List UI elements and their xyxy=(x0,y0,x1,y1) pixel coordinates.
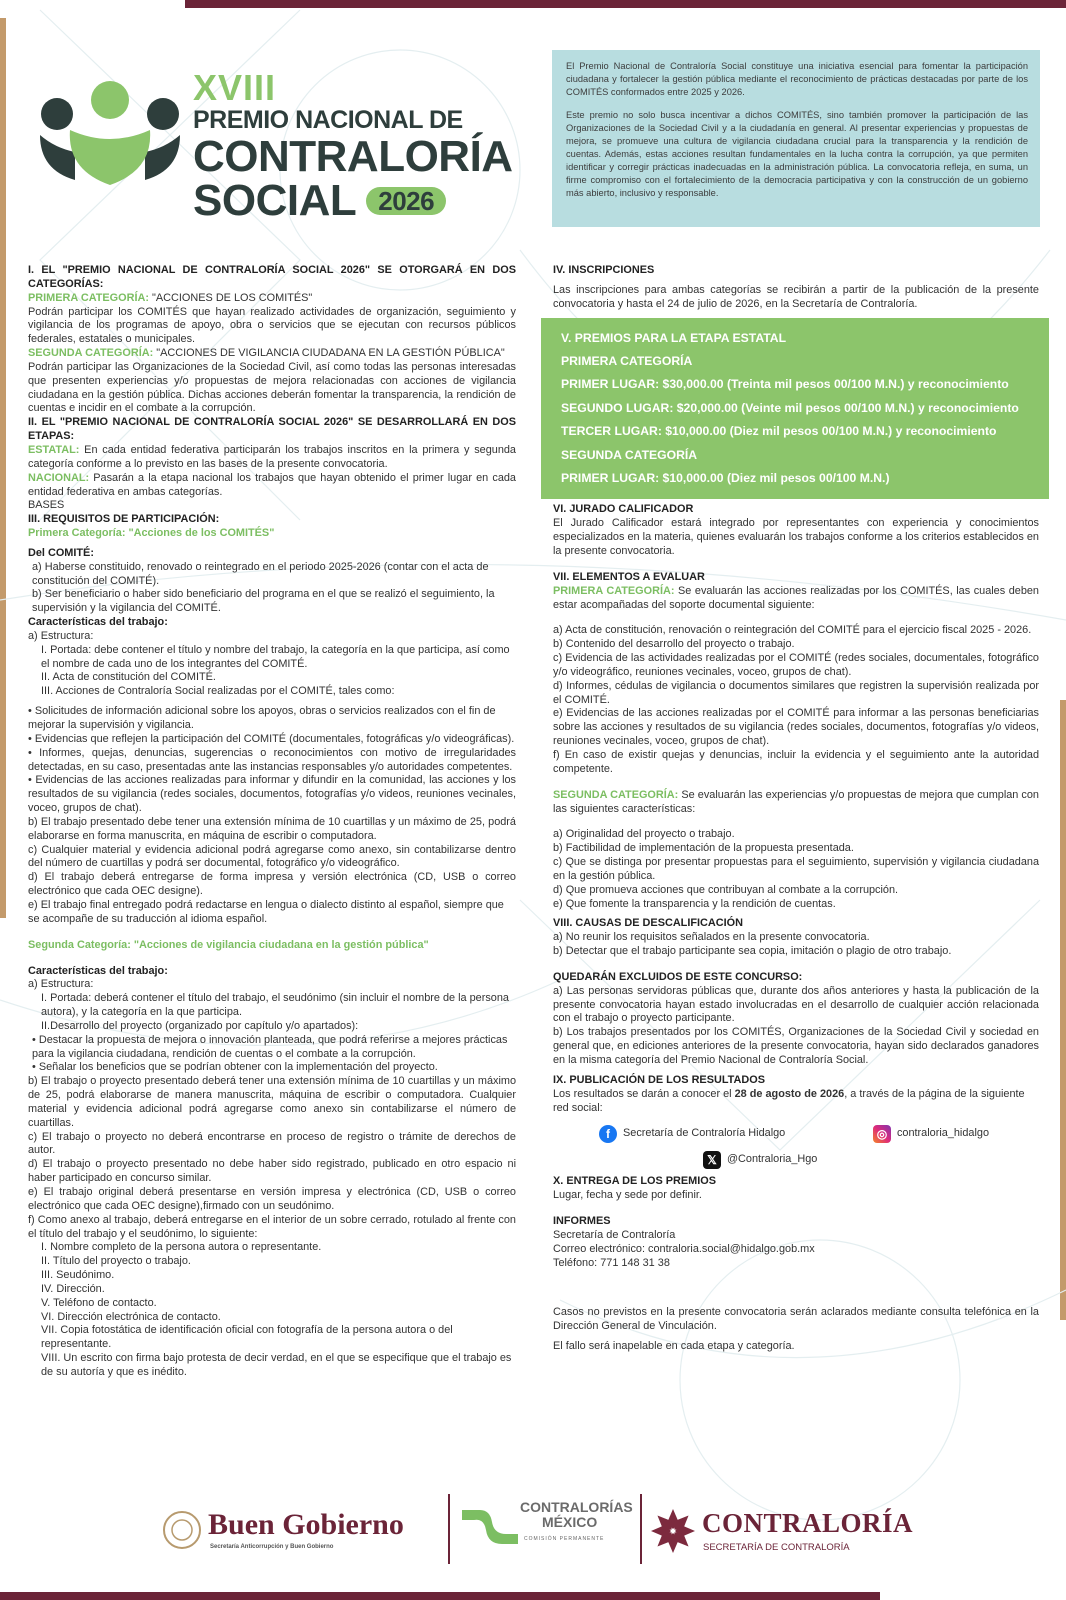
anexo-3: III. Seudónimo. xyxy=(41,1269,115,1282)
s1-cat1-label: PRIMERA CATEGORÍA: xyxy=(28,291,150,304)
prizes-title: V. PREMIOS PARA LA ETAPA ESTATAL xyxy=(561,330,787,345)
s2-estatal xyxy=(28,444,516,472)
prizes-box xyxy=(541,318,1049,500)
crit-d: d) Que promueva acciones que contribuyan al combate a la corrupción. xyxy=(553,883,899,896)
estructura2-i: I. Portada: deberá contener el título del trabajo, el seudónimo (sin incluir el nombre de la persona autora), y la categoría en la que participa. xyxy=(41,992,509,1019)
estructura1-iii: III. Acciones de Contraloría Social realizadas por el COMITÉ, tales como: xyxy=(41,685,395,698)
trabajo1-b: b) El trabajo presentado debe tener una extensión mínima de 10 cuartillas y un máximo de 25, podrá elaborarse en forma manuscrita, en máquina de escribir o computadora. xyxy=(28,815,516,842)
caract2-title: Características del trabajo: xyxy=(28,964,168,977)
s2-estatal-label: ESTATAL: xyxy=(28,443,80,456)
x-icon: 𝕏 xyxy=(703,1151,721,1169)
intro-box xyxy=(552,50,1040,227)
s1-cat2-name: "ACCIONES DE VIGILANCIA CIUDADANA EN LA GESTIÓN PÚBLICA" xyxy=(153,347,505,360)
crit-e: e) Que fomente la transparencia y la rendición de cuentas. xyxy=(553,897,836,910)
trabajo2-c: c) El trabajo o proyecto no deberá encontrarse en proceso de registro o trámite de derechos de autor. xyxy=(28,1130,516,1157)
contraloria-title: CONTRALORÍA xyxy=(702,1508,914,1538)
bullet-4: • Evidencias de las acciones realizadas para informar y difundir en la comunidad, las acciones y los resultados de su vigilancia (redes sociales, documentos, fotografías y/o videos, reuniones vecinales, voceo, grupos de chat). xyxy=(28,774,516,815)
estructura2-bullet-1: • Destacar la propuesta de mejora o innovación planteada, que podrá referirse a mejores prácticas para la vigilancia ciudadana, rendición de cuentas o el combate a la corrupción. xyxy=(32,1033,508,1060)
prize-cat2-first: PRIMER LUGAR: $10,000.00 (Diez mil pesos 00/100 M.N.) xyxy=(561,471,890,486)
bullet-1: • Solicitudes de información adicional sobre los apoyos, obras o servicios realizados con el fin de mejorar la supervisión y vigilancia. xyxy=(28,705,496,731)
anexo-5: V. Teléfono de contacto. xyxy=(41,1296,157,1309)
anexo-2: II. Título del proyecto o trabajo. xyxy=(41,1255,191,1268)
eval-f: f) En caso de existir quejas y denuncias, incluir la evidencia y el seguimiento ante la autoridad competente. xyxy=(553,748,1039,775)
eval-e: e) Evidencias de las acciones realizadas por el COMITÉ para informar a las personas beneficiarias sobre las acciones y resultados de su vigilancia (redes sociales, documentos, fotografías y/o videos, reuniones vecinales, voceo, grupos de chat). xyxy=(553,707,1039,748)
anexo-6: VI. Dirección electrónica de contacto. xyxy=(41,1310,221,1323)
s1-cat2-label: SEGUNDA CATEGORÍA: xyxy=(28,347,154,360)
contralorias-mexico-icon xyxy=(460,1504,520,1548)
trabajo2-b: b) El trabajo o proyecto presentado deberá tener una extensión mínima de 10 cuartillas y un máximo de 25, podrá elaborarse de manera manuscrita, máquina de escribir o computadora. Cualquier material y evidencia adicional podrá agregarse como anexo sin contabilizarse el número de cuartillas. xyxy=(28,1075,516,1129)
excluded-title: QUEDARÁN EXCLUIDOS DE ESTE CONCURSO: xyxy=(553,970,803,983)
cm-line2: MÉXICO xyxy=(542,1513,598,1530)
eval-d: d) Informes, cédulas de vigilancia o documentos similares que registren la supervisión realizada por el COMITÉ. xyxy=(553,679,1039,706)
bullet-2: • Evidencias que reflejen la participación del COMITÉ (documentales, fotográficas y/o videográficas). xyxy=(28,732,515,745)
s2-nacional xyxy=(28,472,516,500)
top-maroon-bar xyxy=(185,0,1066,8)
s7-cat2 xyxy=(553,789,1039,817)
social-row xyxy=(599,1125,989,1143)
section-8-title: VIII. CAUSAS DE DESCALIFICACIÓN xyxy=(553,917,743,930)
logo-line1: PREMIO NACIONAL DE xyxy=(193,106,463,134)
section-10-title: X. ENTREGA DE LOS PREMIOS xyxy=(553,1175,716,1188)
s6-text: El Jurado Calificador estará integrado por representantes con experiencia y conocimientos especializados en la materia, quienes evaluarán los trabajos conforme a los criterios establecidos en la presente convocatoria. xyxy=(553,517,1039,558)
s7-cat2-text: Se evaluarán las experiencias y/o propuestas de mejora que cumplan con las siguientes características: xyxy=(553,788,1039,815)
intro-paragraph-2: Este premio no solo busca incentivar a dichos COMITÉS, sino también promover la participación de las Organizaciones de la Sociedad Civil y a la ciudadanía en general. Al presentar experiencias y propuestas de mejora, se promueve una cultura de vigilancia ciudadana crucial para la transparencia y la rendición de cuentas. Además, estas acciones resultan fundamentales en la lucha contra la corrupción, ya que permiten identificar y corregir prácticas inadecuadas en la administración pública. La convocatoria refleja, en suma, un firme compromiso con el fortalecimiento de la democracia participativa y con la construcción de un gobierno más abierto, inclusivo y responsable. xyxy=(566,110,1028,199)
cm-line1: CONTRALORÍAS xyxy=(520,1499,633,1515)
s1-cat2-heading xyxy=(28,347,516,361)
estructura1-ii: II. Acta de constitución del COMITÉ. xyxy=(41,671,216,684)
s1-cat1-text: Podrán participar los COMITÉS que hayan realizado actividades de organización, seguimiento y vigilancia de los programas de apoyo, obra o servicios que se ejecutan con recursos públicos federales, estatales o municipales. xyxy=(28,305,516,346)
s2-nacional-text: Pasarán a la etapa nacional los trabajos que hayan obtenido el primer lugar en cada entidad federativa en ambas categorías. xyxy=(28,471,516,498)
excluded-a: a) Las personas servidoras públicas que, durante dos años anteriores y hasta la publicación de la presente convocatoria hayan estado involucradas en el desarrollo de cualquier acción relacionada con el trabajo o proyecto participante. xyxy=(553,984,1039,1025)
informes-3: Teléfono: 771 148 31 38 xyxy=(553,1256,670,1269)
left-column xyxy=(28,264,516,1380)
s9-post: , a través de la página de la siguiente red social: xyxy=(553,1087,1025,1114)
s8-b: b) Detectar que el trabajo participante sea copia, imitación o plagio de otro trabajo. xyxy=(553,945,952,958)
s1-cat1-name: "ACCIONES DE LOS COMITÉS" xyxy=(149,291,313,304)
excluded-b: b) Los trabajos presentados por los COMITÉS, Organizaciones de la Sociedad Civil y sociedad en general que, en ediciones anteriores de la presente convocatoria, hayan sido declarados ganadores en la misma categoría del Premio Nacional de Contraloría Social. xyxy=(553,1026,1039,1067)
crit-a: a) Originalidad del proyecto o trabajo. xyxy=(553,828,735,841)
estructura1: a) Estructura: xyxy=(28,629,94,642)
s3-cat2-title: Segunda Categoría: "Acciones de vigilancia ciudadana en la gestión pública" xyxy=(28,938,429,951)
s2-estatal-text: En cada entidad federativa participarán los trabajos inscritos en la primera y segunda categoría conforme a lo previsto en las bases de la presente convocatoria. xyxy=(28,443,516,470)
hidalgo-star-icon xyxy=(648,1506,698,1556)
s9-date: 28 de agosto de 2026 xyxy=(734,1087,845,1100)
instagram-link[interactable] xyxy=(873,1125,989,1143)
people-logo-icon xyxy=(35,70,185,210)
s7-cat1-label: PRIMERA CATEGORÍA: xyxy=(553,584,675,597)
footer-divider-1 xyxy=(448,1494,450,1564)
del-comite-b: b) Ser beneficiario o haber sido beneficiario del programa en el que se realizó el seguimiento, la supervisión y la vigilancia del COMITÉ. xyxy=(32,588,495,615)
anexo-7: VII. Copia fotostática de identificación oficial con fotografía de la persona autora o del representante. xyxy=(41,1324,453,1351)
prizes-cat1: PRIMERA CATEGORÍA xyxy=(561,353,693,368)
logo-line3 xyxy=(193,176,513,225)
s8-a: a) No reunir los requisitos señalados en la presente convocatoria. xyxy=(553,931,870,944)
instagram-label: contraloria_hidalgo xyxy=(896,1127,989,1140)
left-gold-bar xyxy=(0,18,6,918)
year-badge: 2026 xyxy=(366,187,446,215)
bullet-3: • Informes, quejas, denuncias, sugerencias o reconocimientos con motivo de irregularidades detectadas, en su caso, presentadas ante las instancias responsables y/o autoridades competentes. xyxy=(28,746,516,773)
crit-c: c) Que se distinga por presentar propuestas para el seguimiento, supervisión y vigilancia ciudadana en la gestión pública. xyxy=(553,856,1039,882)
s1-cat1-heading xyxy=(28,292,516,306)
s10-text: Lugar, fecha y sede por definir. xyxy=(553,1189,702,1202)
trabajo2-e: e) El trabajo original deberá presentarse en versión impresa y electrónica (CD, USB o correo electrónico que cada OEC designe),firmado con un seudónimo. xyxy=(28,1186,516,1212)
facebook-label: Secretaría de Contraloría Hidalgo xyxy=(623,1127,786,1140)
prize-cat1-second: SEGUNDO LUGAR: $20,000.00 (Veinte mil pesos 00/100 M.N.) y reconocimiento xyxy=(561,400,1019,415)
anexo-1: I. Nombre completo de la persona autora o representante. xyxy=(41,1241,322,1254)
mexico-seal-icon xyxy=(162,1510,202,1550)
footer-divider-2 xyxy=(640,1494,642,1564)
del-comite-a: a) Haberse constituido, renovado o reintegrado en el periodo 2025-2026 (contar con el acta de constitución del COMITÉ). xyxy=(32,560,489,587)
informes-title: INFORMES xyxy=(553,1215,611,1228)
section-2-title: II. EL "PREMIO NACIONAL DE CONTRALORÍA SOCIAL 2026" SE DESARROLLARÁ EN DOS ETAPAS: xyxy=(28,416,516,443)
logo-line2: CONTRALORÍA xyxy=(193,132,513,181)
x-link[interactable] xyxy=(703,1151,1039,1169)
section-6-title: VI. JURADO CALIFICADOR xyxy=(553,503,694,516)
facebook-link[interactable] xyxy=(599,1125,785,1143)
estructura2: a) Estructura: xyxy=(28,978,94,991)
contest-logo xyxy=(35,67,555,225)
right-column xyxy=(553,264,1039,1354)
s7-cat2-label: SEGUNDA CATEGORÍA: xyxy=(553,788,679,801)
eval-b: b) Contenido del desarrollo del proyecto o trabajo. xyxy=(553,638,795,651)
informes-2: Correo electrónico: contraloria.social@hidalgo.gob.mx xyxy=(553,1242,815,1255)
informes-1: Secretaría de Contraloría xyxy=(553,1228,676,1241)
s7-cat1-text: Se evaluarán las acciones realizadas por los COMITÉS, las cuales deben estar acompañadas del soporte documental siguiente: xyxy=(553,584,1039,611)
trabajo2-f: f) Como anexo al trabajo, deberá entregarse en el interior de un sobre cerrado, rotulado al frente con el título del trabajo y el seudónimo, lo siguiente: xyxy=(28,1213,516,1240)
s9-text xyxy=(553,1088,1039,1116)
x-label: @Contraloria_Hgo xyxy=(727,1153,818,1166)
s1-cat2-text: Podrán participar las Organizaciones de la Sociedad Civil, así como todas las personas interesadas que presenten experiencias y/o propuestas de mejora relacionadas con acciones de vigilancia ciudadana en la gestión pública. Dichas acciones deberán fomentar la transparencia, la rendición de cuentas e incidir en el combate a la corrupción. xyxy=(28,360,516,415)
casos-no-previstos: Casos no previstos en la presente convocatoria serán aclarados mediante consulta telefónica en la Dirección General de Vinculación. xyxy=(553,1306,1039,1333)
prizes-cat2: SEGUNDA CATEGORÍA xyxy=(561,447,698,462)
anexo-8: VIII. Un escrito con firma bajo protesta de decir verdad, en el que se especifique que el trabajo es de su autoría y que es inédito. xyxy=(41,1352,512,1378)
contraloria-subtitle: SECRETARÍA DE CONTRALORÍA xyxy=(703,1542,850,1553)
trabajo1-d: d) El trabajo deberá entregarse de forma impresa y versión electrónica (CD, USB o correo electrónico que cada OEC designe). xyxy=(28,871,516,898)
caract1-title: Características del trabajo: xyxy=(28,616,168,629)
crit-b: b) Factibilidad de implementación de la propuesta presentada. xyxy=(553,842,854,855)
estructura2-bullet-2: • Señalar los beneficios que se podrían obtener con la implementación del proyecto. xyxy=(32,1061,438,1074)
right-gold-bar xyxy=(1060,700,1066,1320)
s7-cat1 xyxy=(553,585,1039,613)
section-4-title: IV. INSCRIPCIONES xyxy=(553,264,655,276)
bottom-maroon-bar xyxy=(0,1592,880,1600)
section-1-title: I. EL "PREMIO NACIONAL DE CONTRALORÍA SOCIAL 2026" SE OTORGARÁ EN DOS CATEGORÍAS: xyxy=(28,264,516,290)
trabajo1-c: c) Cualquier material y evidencia adicional podrá agregarse como anexo, sin contabilizarse dentro del número de cuartillas y podrá ser documental, fotográfico y/o videográfico. xyxy=(28,843,516,870)
trabajo1-e: e) El trabajo final entregado podrá redactarse en lengua o dialecto distinto al español, siempre que se acompañe de su traducción al idioma español. xyxy=(28,898,504,925)
s3-cat1-title: Primera Categoría: "Acciones de los COMITÉS" xyxy=(28,527,275,540)
intro-paragraph-1: El Premio Nacional de Contraloría Social constituye una iniciativa esencial para fomentar la participación ciudadana y fortalecer la gestión pública mediante el reconocimiento de prácticas destacadas por parte de los COMITÉS conformados entre 2025 y 2026. xyxy=(566,61,1028,98)
buen-gobierno-title: Buen Gobierno xyxy=(208,1508,404,1541)
eval-a: a) Acta de constitución, renovación o reintegración del COMITÉ para el ejercicio fiscal 2025 - 2026. xyxy=(553,624,1032,637)
section-7-title: VII. ELEMENTOS A EVALUAR xyxy=(553,570,705,583)
trabajo2-d: d) El trabajo o proyecto presentado no debe haber sido registrado, publicado en otro espacio ni haber participado en concurso similar. xyxy=(28,1158,516,1185)
cm-subtitle: COMISIÓN PERMANENTE xyxy=(524,1536,605,1542)
contralorias-mexico-title xyxy=(520,1500,633,1529)
estructura1-i: I. Portada: debe contener el título y nombre del trabajo, la categoría en la que participa, así como el nombre de cada uno de los integrantes del COMITÉ. xyxy=(41,643,510,670)
estructura2-ii: II.Desarrollo del proyecto (organizado por capítulo y/o apartados): xyxy=(41,1019,359,1032)
section-3-title: III. REQUISITOS DE PARTICIPACIÓN: xyxy=(28,513,220,526)
del-comite-title: Del COMITÉ: xyxy=(28,546,94,559)
s9-pre: Los resultados se darán a conocer el xyxy=(553,1087,735,1100)
prize-cat1-first: PRIMER LUGAR: $30,000.00 (Treinta mil pesos 00/100 M.N.) y reconocimiento xyxy=(561,377,1009,392)
instagram-icon: ◎ xyxy=(873,1125,891,1143)
anexo-4: IV. Dirección. xyxy=(41,1282,105,1295)
s4-text: Las inscripciones para ambas categorías se recibirán a partir de la publicación de la presente convocatoria y hasta el 24 de julio de 2026, en la Secretaría de Contraloría. xyxy=(553,283,1039,310)
fallo: El fallo será inapelable en cada etapa y categoría. xyxy=(553,1340,795,1353)
facebook-icon: f xyxy=(599,1125,617,1143)
section-9-title: IX. PUBLICACIÓN DE LOS RESULTADOS xyxy=(553,1073,765,1086)
edition-number: XVIII xyxy=(193,67,277,108)
logo-social-word: SOCIAL xyxy=(193,176,357,225)
footer-logos xyxy=(0,1480,1066,1580)
prize-cat1-third: TERCER LUGAR: $10,000.00 (Diez mil pesos 00/100 M.N.) y reconocimiento xyxy=(561,424,997,439)
s2-nacional-label: NACIONAL: xyxy=(28,471,90,484)
eval-c: c) Evidencia de las actividades realizadas por el COMITÉ (redes sociales, documentales, fotográfico y/o videográfico, reuniones vecinales, voceo, grupos de chat). xyxy=(553,652,1039,678)
buen-gobierno-subtitle: Secretaría Anticorrupción y Buen Gobierno xyxy=(210,1544,334,1550)
bases-label: BASES xyxy=(28,499,65,512)
